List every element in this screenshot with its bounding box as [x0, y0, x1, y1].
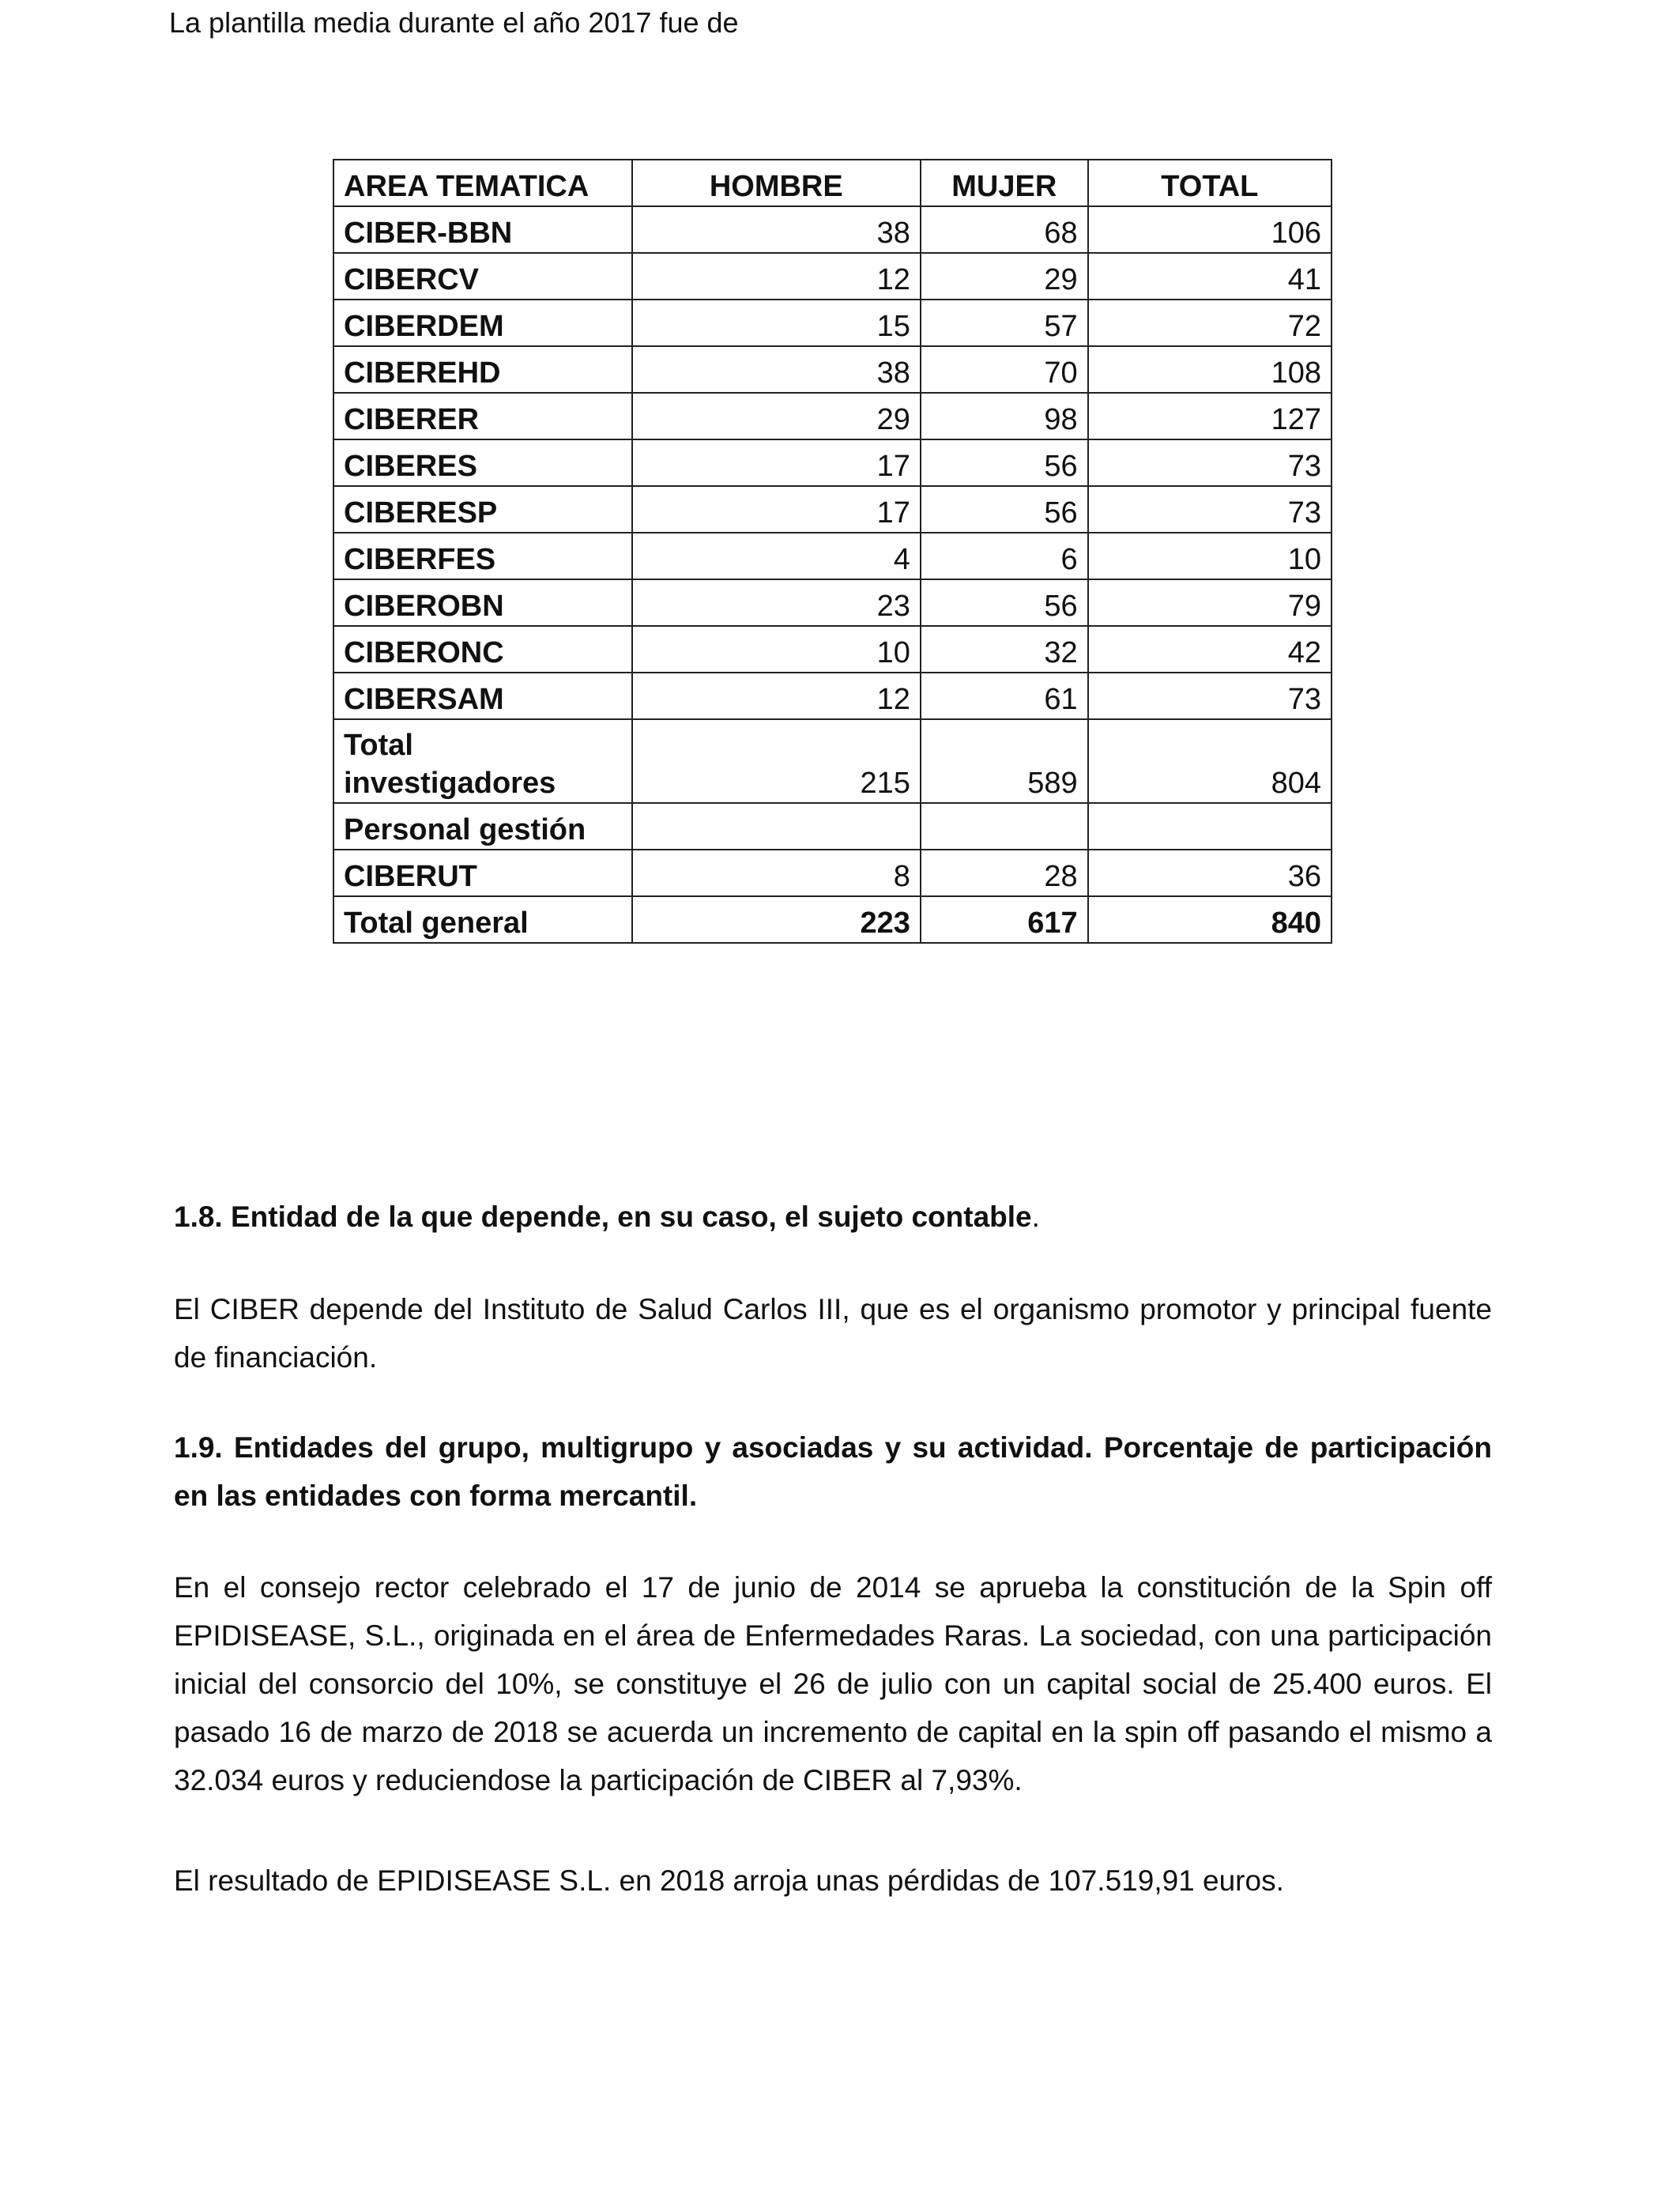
- mujer-cell: 68: [921, 206, 1088, 253]
- mujer-cell: 56: [921, 486, 1088, 533]
- mujer-cell: 70: [921, 346, 1088, 393]
- total-investigadores-hombre: 215: [632, 719, 921, 803]
- total-investigadores-row: [333, 719, 1332, 803]
- hombre-cell: 17: [632, 486, 921, 533]
- area-cell: CIBEROBN: [333, 579, 632, 626]
- area-cell: CIBEREHD: [333, 346, 632, 393]
- section-1-8-title-suffix: .: [1031, 1201, 1040, 1233]
- empty-cell: [632, 803, 921, 850]
- ciberut-mujer: 28: [921, 850, 1088, 896]
- total-investigadores-label: [333, 719, 632, 803]
- total-cell: 73: [1088, 673, 1332, 719]
- mujer-cell: 98: [921, 393, 1088, 439]
- section-1-9-title: 1.9. Entidades del grupo, multigrupo y asociadas y su actividad. Porcentaje de participación en las entidades con forma mercantil.: [174, 1431, 1492, 1512]
- section-1-8-title: [174, 1193, 1492, 1241]
- area-cell: CIBERER: [333, 393, 632, 439]
- empty-cell: [921, 803, 1088, 850]
- hombre-cell: 12: [632, 253, 921, 300]
- personal-gestion-label: Personal gestión: [333, 803, 632, 850]
- mujer-cell: 56: [921, 439, 1088, 486]
- mujer-cell: 29: [921, 253, 1088, 300]
- total-cell: 127: [1088, 393, 1332, 439]
- table-header-row: [333, 160, 1332, 206]
- table-row: [333, 206, 1332, 253]
- table-row: [333, 533, 1332, 579]
- table-row: [333, 253, 1332, 300]
- hombre-cell: 38: [632, 206, 921, 253]
- total-cell: 73: [1088, 439, 1332, 486]
- hombre-cell: 29: [632, 393, 921, 439]
- total-general-hombre: 223: [632, 896, 921, 943]
- total-investigadores-label-line2: investigadores: [344, 767, 556, 800]
- total-cell: 72: [1088, 300, 1332, 346]
- table-row: [333, 439, 1332, 486]
- table-row: [333, 486, 1332, 533]
- total-cell: 41: [1088, 253, 1332, 300]
- total-cell: 73: [1088, 486, 1332, 533]
- intro-text: La plantilla media durante el año 2017 fue de: [169, 6, 739, 39]
- hombre-cell: 15: [632, 300, 921, 346]
- hombre-cell: 23: [632, 579, 921, 626]
- section-1-9-body: En el consejo rector celebrado el 17 de junio de 2014 se aprueba la constitución de la Spin off EPIDISEASE, S.L., originada en el área de Enfermedades Raras. La sociedad, con una participación inicial del consorcio del 10%, se constituye el 26 de julio con un capital social de 25.400 euros. El pasado 16 de marzo de 2018 se acuerda un incremento de capital en la spin off pasando el mismo a 32.034 euros y reduciendose la participación de CIBER al 7,93%.: [174, 1571, 1492, 1796]
- ciberut-row: [333, 850, 1332, 896]
- section-1-8-body: El CIBER depende del Instituto de Salud Carlos III, que es el organismo promotor y principal fuente de financiación.: [174, 1293, 1492, 1374]
- area-cell: CIBERFES: [333, 533, 632, 579]
- total-cell: 79: [1088, 579, 1332, 626]
- area-cell: CIBERES: [333, 439, 632, 486]
- total-investigadores-total: 804: [1088, 719, 1332, 803]
- mujer-cell: 56: [921, 579, 1088, 626]
- table-row: [333, 346, 1332, 393]
- area-cell: CIBERDEM: [333, 300, 632, 346]
- area-cell: CIBERSAM: [333, 673, 632, 719]
- table-row: [333, 393, 1332, 439]
- total-general-mujer: 617: [921, 896, 1088, 943]
- total-investigadores-mujer: 589: [921, 719, 1088, 803]
- total-cell: 42: [1088, 626, 1332, 673]
- table-row: [333, 579, 1332, 626]
- total-cell: 108: [1088, 346, 1332, 393]
- area-cell: CIBERESP: [333, 486, 632, 533]
- area-cell: CIBERCV: [333, 253, 632, 300]
- ciberut-total: 36: [1088, 850, 1332, 896]
- section-1-9-result: El resultado de EPIDISEASE S.L. en 2018 arroja unas pérdidas de 107.519,91 euros.: [174, 1864, 1284, 1897]
- personal-gestion-row: [333, 803, 1332, 850]
- total-general-row: [333, 896, 1332, 943]
- staff-table: [333, 159, 1332, 944]
- total-cell: 106: [1088, 206, 1332, 253]
- area-cell: CIBER-BBN: [333, 206, 632, 253]
- mujer-cell: 32: [921, 626, 1088, 673]
- table-row: [333, 673, 1332, 719]
- ciberut-label: CIBERUT: [333, 850, 632, 896]
- mujer-cell: 61: [921, 673, 1088, 719]
- header-total: TOTAL: [1088, 160, 1332, 206]
- total-cell: 10: [1088, 533, 1332, 579]
- hombre-cell: 10: [632, 626, 921, 673]
- table-row: [333, 300, 1332, 346]
- total-general-label: Total general: [333, 896, 632, 943]
- hombre-cell: 17: [632, 439, 921, 486]
- mujer-cell: 6: [921, 533, 1088, 579]
- section-1-8-title-text: 1.8. Entidad de la que depende, en su caso, el sujeto contable: [174, 1201, 1032, 1233]
- header-mujer: MUJER: [921, 160, 1088, 206]
- hombre-cell: 38: [632, 346, 921, 393]
- area-cell: CIBERONC: [333, 626, 632, 673]
- header-area: AREA TEMATICA: [333, 160, 632, 206]
- hombre-cell: 12: [632, 673, 921, 719]
- table-row: [333, 626, 1332, 673]
- total-general-total: 840: [1088, 896, 1332, 943]
- total-investigadores-label-line1: Total: [344, 729, 413, 762]
- header-hombre: HOMBRE: [632, 160, 921, 206]
- hombre-cell: 4: [632, 533, 921, 579]
- ciberut-hombre: 8: [632, 850, 921, 896]
- empty-cell: [1088, 803, 1332, 850]
- mujer-cell: 57: [921, 300, 1088, 346]
